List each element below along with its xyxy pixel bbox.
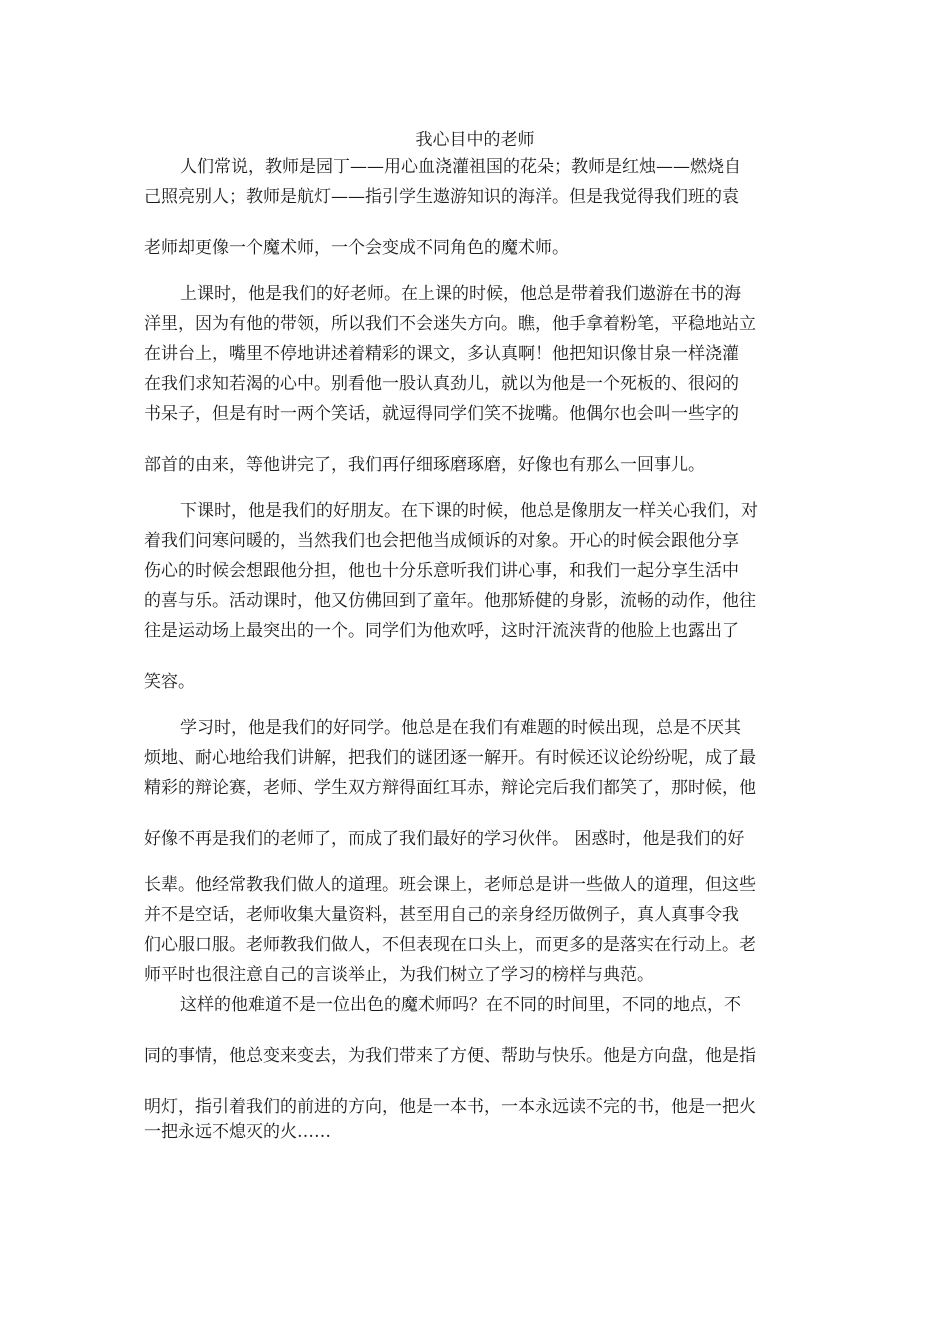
text-line: 烦地、耐心地给我们讲解，把我们的谜团逐一解开。有时候还议论纷纷呢，成了最 bbox=[144, 748, 756, 768]
text-line: 同的事情，他总变来变去，为我们带来了方便、帮助与快乐。他是方向盘，他是指 bbox=[144, 1046, 756, 1066]
text-line: 下课时，他是我们的好朋友。在下课的时候，他总是像朋友一样关心我们，对 bbox=[180, 501, 758, 521]
text-line: 上课时，他是我们的好老师。在上课的时候，他总是带着我们遨游在书的海 bbox=[180, 284, 741, 304]
text-line: 师平时也很注意自己的言谈举止，为我们树立了学习的榜样与典范。 bbox=[144, 965, 654, 985]
text-line: 着我们问寒问暖的，当然我们也会把他当成倾诉的对象。开心的时候会跟他分享 bbox=[144, 531, 739, 551]
text-line: 部首的由来，等他讲完了，我们再仔细琢磨琢磨，好像也有那么一回事儿。 bbox=[144, 455, 705, 475]
text-line: 在我们求知若渴的心中。别看他一股认真劲儿，就以为他是一个死板的、很闷的 bbox=[144, 374, 739, 394]
text-line: 学习时，他是我们的好同学。他总是在我们有难题的时候出现，总是不厌其 bbox=[180, 718, 741, 738]
text-line: 往是运动场上最突出的一个。同学们为他欢呼，这时汗流浃背的他脸上也露出了 bbox=[144, 621, 739, 641]
text-line: 的喜与乐。活动课时，他又仿佛回到了童年。他那矫健的身影，流畅的动作，他往 bbox=[144, 591, 756, 611]
text-line: 这样的他难道不是一位出色的魔术师吗？在不同的时间里，不同的地点，不 bbox=[180, 995, 741, 1015]
text-line: 好像不再是我们的老师了，而成了我们最好的学习伙伴。 困惑时，他是我们的好 bbox=[144, 829, 745, 849]
text-line: 长辈。他经常教我们做人的道理。班会课上，老师总是讲一些做人的道理，但这些 bbox=[144, 875, 756, 895]
text-line: 在讲台上，嘴里不停地讲述着精彩的课文，多认真啊！他把知识像甘泉一样浇灌 bbox=[144, 344, 739, 364]
text-line: 笑容。 bbox=[144, 672, 195, 692]
text-line: 精彩的辩论赛，老师、学生双方辩得面红耳赤，辩论完后我们都笑了，那时候，他 bbox=[144, 778, 756, 798]
text-line: 人们常说，教师是园丁——用心血浇灌祖国的花朵；教师是红烛——燃烧自 bbox=[180, 157, 741, 177]
text-line: 洋里，因为有他的带领，所以我们不会迷失方向。瞧，他手拿着粉笔，平稳地站立 bbox=[144, 314, 756, 334]
text-line: 明灯，指引着我们的前进的方向，他是一本书，一本永远读不完的书，他是一把火 bbox=[144, 1097, 756, 1117]
text-line: 书呆子，但是有时一两个笑话，就逗得同学们笑不拢嘴。他偶尔也会叫一些字的 bbox=[144, 404, 739, 424]
text-line: 己照亮别人；教师是航灯——指引学生遨游知识的海洋。但是我觉得我们班的袁 bbox=[144, 187, 739, 207]
text-line: 一把永远不熄灭的火…… bbox=[144, 1122, 331, 1142]
text-line: 伤心的时候会想跟他分担，他也十分乐意听我们讲心事，和我们一起分享生活中 bbox=[144, 561, 739, 581]
text-line: 们心服口服。老师教我们做人，不但表现在口头上，而更多的是落实在行动上。老 bbox=[144, 935, 756, 955]
text-line: 老师却更像一个魔术师，一个会变成不同角色的魔术师。 bbox=[144, 238, 569, 258]
document-title: 我心目中的老师 bbox=[415, 130, 535, 150]
text-line: 并不是空话，老师收集大量资料，甚至用自己的亲身经历做例子，真人真事令我 bbox=[144, 905, 739, 925]
